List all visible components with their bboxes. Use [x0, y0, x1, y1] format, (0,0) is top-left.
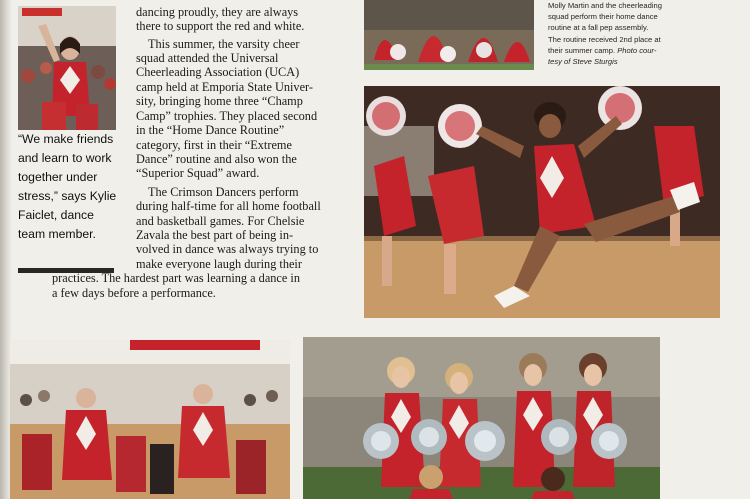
caption-line: their summer camp. [548, 45, 616, 55]
caption-line: squad perform their home dance [548, 12, 658, 22]
article-line: Cheerleading Association (UCA) [136, 65, 300, 79]
photo-dance-team-gym [10, 340, 290, 499]
article-line: squad attended the Universal [136, 51, 279, 65]
photo-credit: Photo cour- [617, 45, 657, 55]
article-line: in the “Home Dance Routine” [136, 123, 285, 137]
pull-quote-line: Faiclet, dance [18, 208, 94, 222]
article-line: Zavala the best part of being in- [136, 228, 294, 242]
article-line: This summer, the varsity cheer [148, 37, 300, 51]
article-line: camp held at Emporia State Univer- [136, 80, 313, 94]
photo-jumping-cheerleaders [364, 86, 720, 318]
article-line: The Crimson Dancers perform [148, 185, 299, 199]
pull-quote-line: together under [18, 170, 98, 184]
article-line: a few days before a performance. [52, 286, 216, 300]
article-line: sity, bringing home three “Champ [136, 94, 303, 108]
photo-credit: tesy of Steve Sturgis [548, 57, 618, 67]
pull-quote-line: “We make friends [18, 132, 114, 146]
article-line: “Superior Squad” award. [136, 166, 260, 180]
article-line: volved in dance was always trying to [136, 242, 319, 256]
article-line: there to support the red and white. [136, 19, 305, 33]
article-line: category, first in their “Extreme [136, 138, 292, 152]
article-line: Camp” trophies. They placed second [136, 109, 318, 123]
pull-quote-line: and learn to work [18, 151, 112, 165]
photo-caption [548, 0, 738, 67]
photo-cheer-group-top [364, 0, 534, 70]
caption-line: routine at a fall pep assembly. [548, 23, 649, 33]
caption-line: The routine received 2nd place at [548, 34, 661, 44]
article-line: practices. The hardest part was learning a dance in [52, 271, 300, 285]
pull-quote-line: team member. [18, 227, 96, 241]
pull-quote-line: stress,” says Kylie [18, 189, 117, 203]
photo-cheerleaders-silver-poms [303, 337, 660, 499]
article-body [52, 0, 352, 316]
article-line: dancing proudly, they are always [136, 5, 299, 19]
article-line: make everyone laugh during their [136, 257, 302, 271]
article-line: Dance” routine and also won the [136, 152, 297, 166]
article-line: and basketball games. For Chelsie [136, 214, 305, 228]
caption-line: Molly Martin and the cheerleading [548, 1, 662, 10]
article-line: during half-time for all home football [136, 199, 321, 213]
